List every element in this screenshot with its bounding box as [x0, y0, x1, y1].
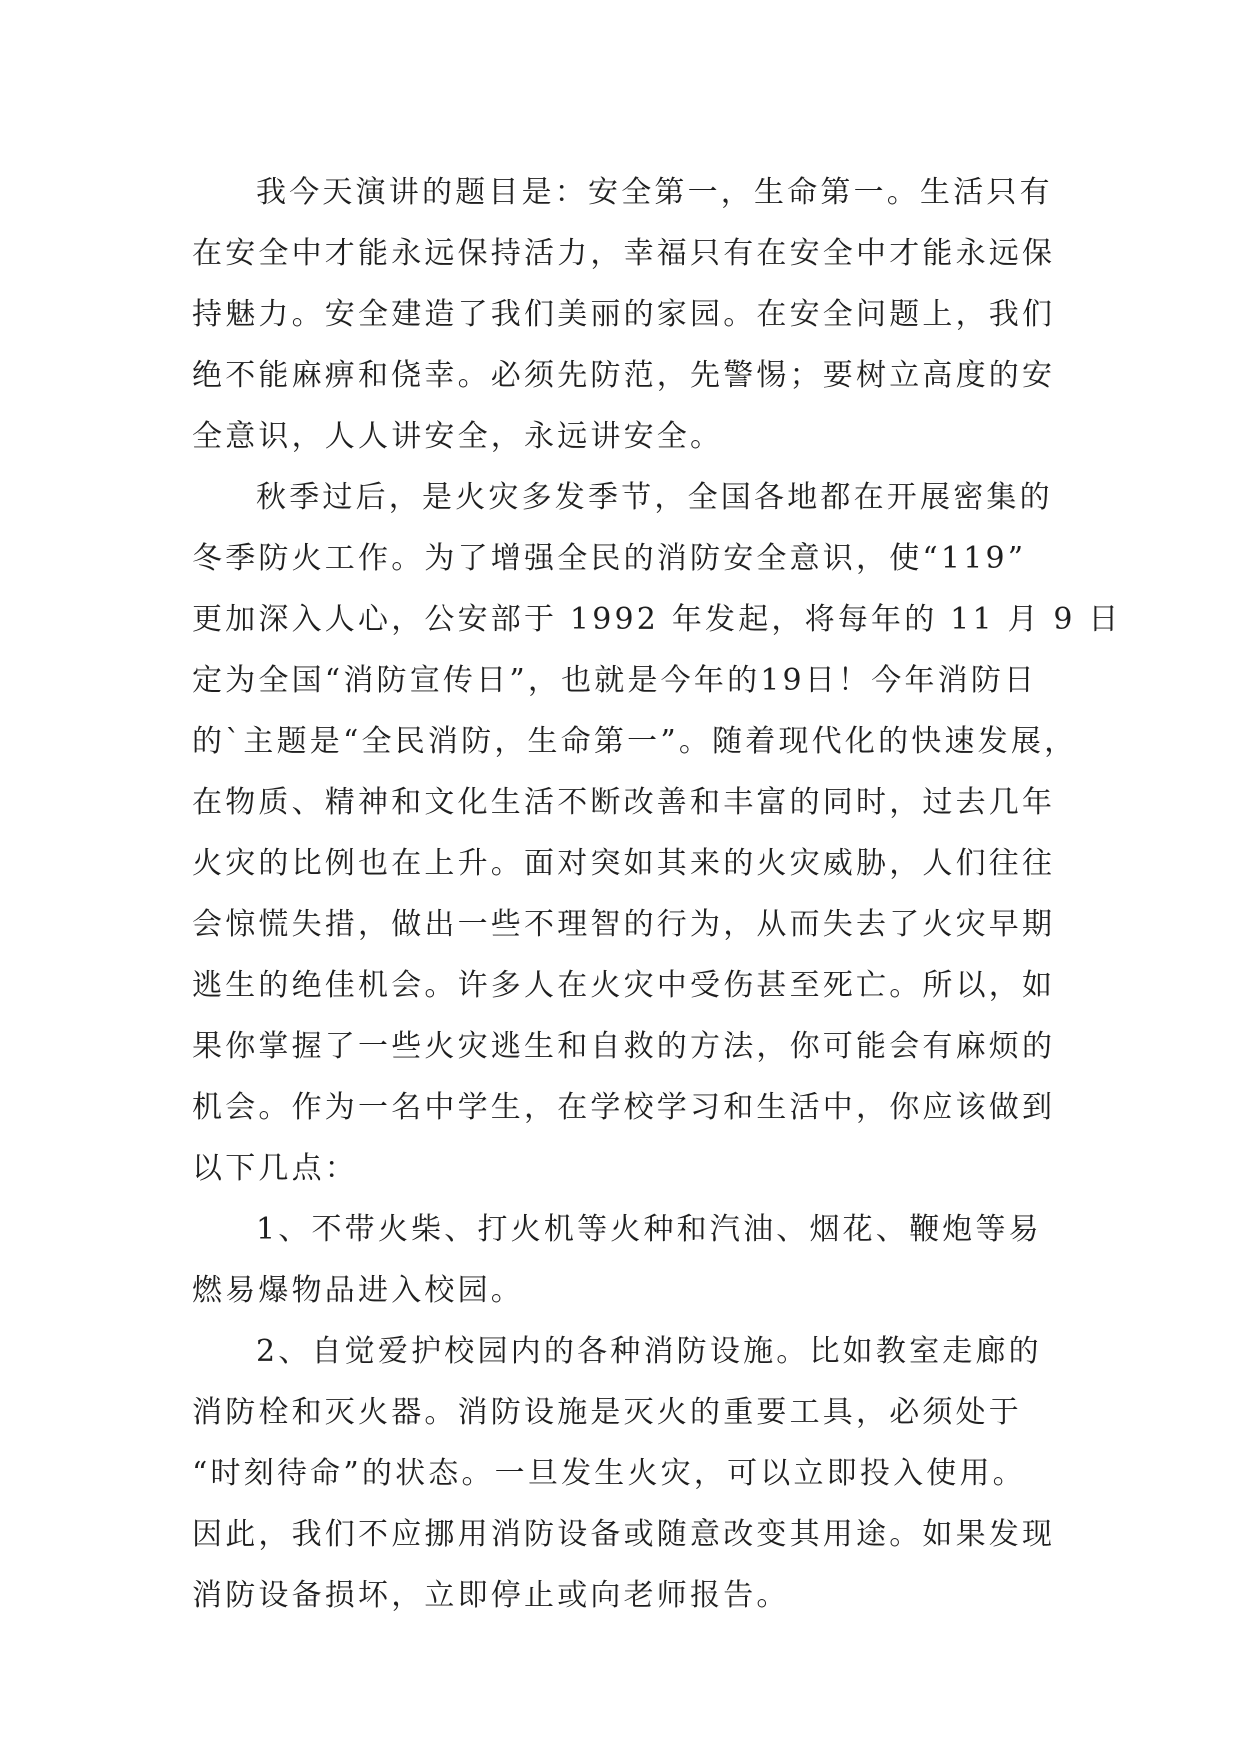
- paragraph-1-line-5: 全意识，人人讲安全，永远讲安全。: [192, 419, 724, 454]
- list-item-2-line-3: “时刻待命”的状态。一旦发生火灾，可以立即投入使用。: [192, 1456, 1026, 1491]
- paragraph-1-line-1: 我今天演讲的题目是：安全第一，生命第一。生活只有: [256, 175, 1053, 210]
- paragraph-2-line-11: 机会。作为一名中学生，在学校学习和生活中，你应该做到: [192, 1090, 1056, 1125]
- paragraph-2-line-1: 秋季过后，是火灾多发季节，全国各地都在开展密集的: [256, 480, 1053, 515]
- paragraph-2-line-6: 在物质、精神和文化生活不断改善和丰富的同时，过去几年: [192, 785, 1056, 820]
- paragraph-2-line-4: 定为全国“消防宣传日”，也就是今年的19日！今年消防日: [192, 663, 1038, 698]
- list-item-2-line-4: 因此，我们不应挪用消防设备或随意改变其用途。如果发现: [192, 1517, 1056, 1552]
- paragraph-1-line-4: 绝不能麻痹和侥幸。必须先防范，先警惕；要树立高度的安: [192, 358, 1056, 393]
- paragraph-1-line-3: 持魅力。安全建造了我们美丽的家园。在安全问题上，我们: [192, 297, 1056, 332]
- paragraph-2-line-8: 会惊慌失措，做出一些不理智的行为，从而失去了火灾早期: [192, 907, 1056, 942]
- paragraph-2-line-9: 逃生的绝佳机会。许多人在火灾中受伤甚至死亡。所以，如: [192, 968, 1056, 1003]
- document-body: [192, 162, 1122, 1626]
- paragraph-2-line-5: 的`主题是“全民消防，生命第一”。随着现代化的快速发展，: [192, 724, 1078, 759]
- list-item-1-line-1: 1、不带火柴、打火机等火种和汽油、烟花、鞭炮等易: [256, 1212, 1042, 1247]
- paragraph-1-line-2: 在安全中才能永远保持活力，幸福只有在安全中才能永远保: [192, 236, 1056, 271]
- paragraph-2-line-2: 冬季防火工作。为了增强全民的消防安全意识，使“119”: [192, 541, 1027, 576]
- paragraph-2-line-7: 火灾的比例也在上升。面对突如其来的火灾威胁，人们往往: [192, 846, 1056, 881]
- list-item-1-line-2: 燃易爆物品进入校园。: [192, 1273, 524, 1308]
- paragraph-2-line-10: 果你掌握了一些火灾逃生和自救的方法，你可能会有麻烦的: [192, 1029, 1056, 1064]
- list-item-2-line-5: 消防设备损坏，立即停止或向老师报告。: [192, 1578, 790, 1613]
- paragraph-2-line-12: 以下几点：: [192, 1151, 358, 1186]
- list-item-2-line-2: 消防栓和灭火器。消防设施是灭火的重要工具，必须处于: [192, 1395, 1022, 1430]
- list-item-2-line-1: 2、自觉爱护校园内的各种消防设施。比如教室走廊的: [256, 1334, 1042, 1369]
- paragraph-2-line-3: 更加深入人心，公安部于 1992 年发起，将每年的 11 月 9 日: [192, 602, 1122, 637]
